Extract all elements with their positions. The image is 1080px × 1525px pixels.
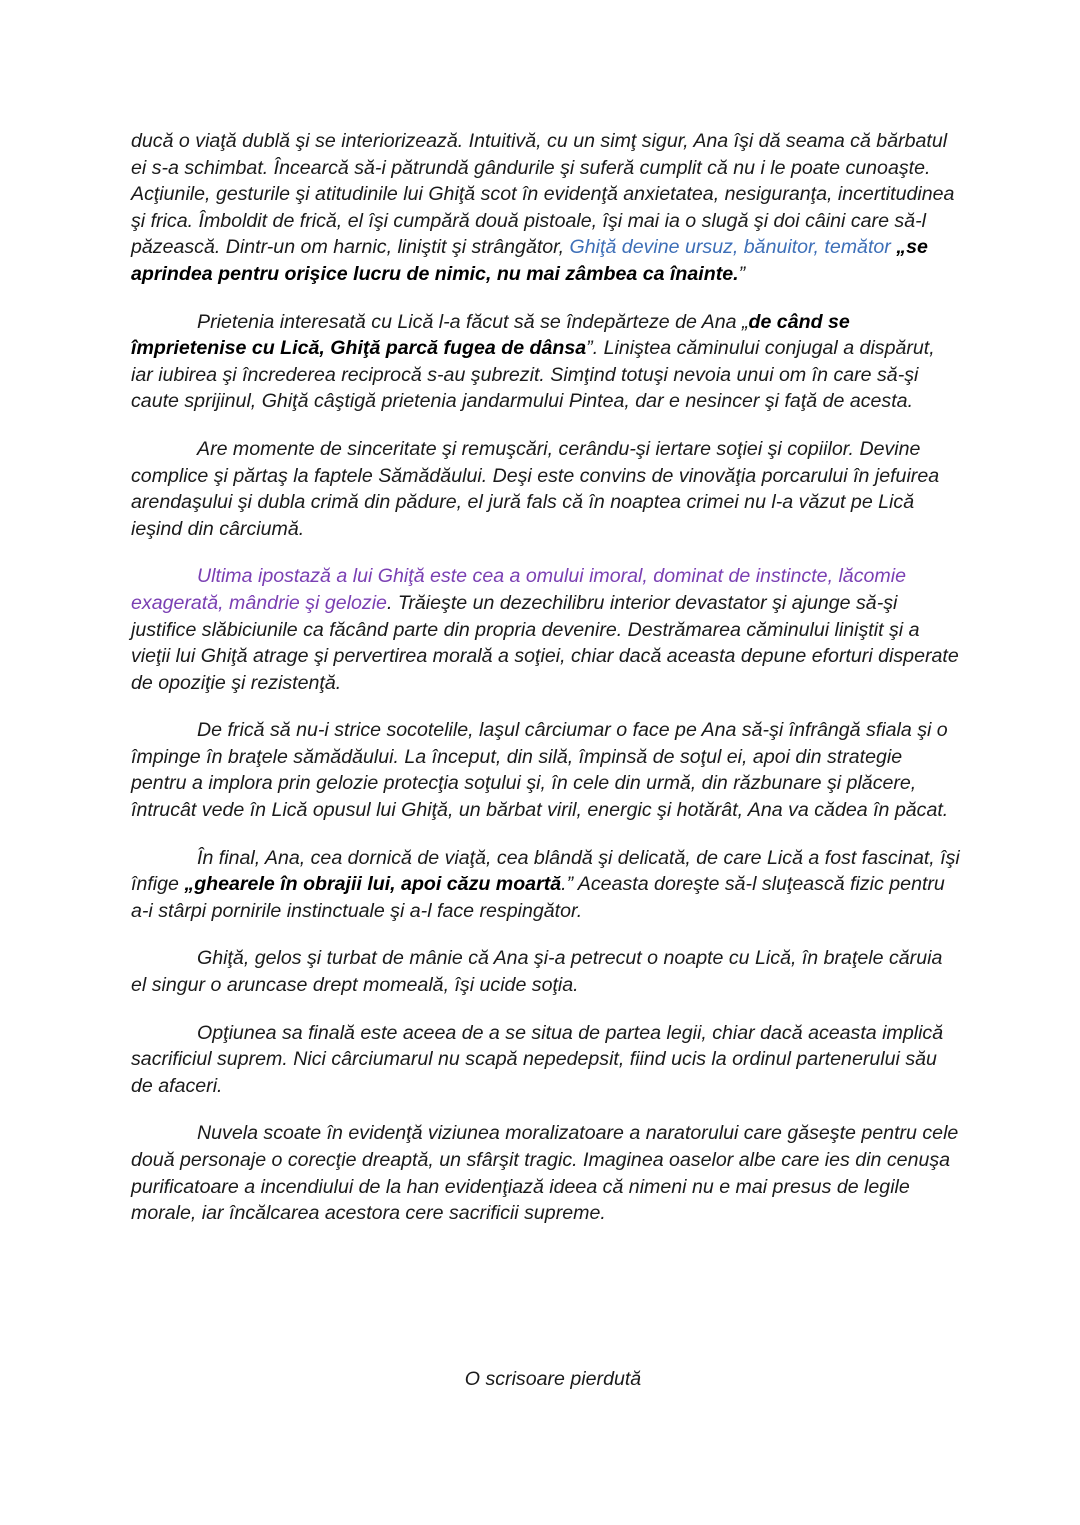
paragraph bbox=[131, 1020, 961, 1100]
text-span: .” Aceasta doreşte să-l sluţească fizic pentru a-i stârpi pornirile instinctuale şi a-l face respingător. bbox=[131, 873, 945, 922]
text-span: De frică să nu-i strice socotelile, laşul cârciumar o face pe Ana să-şi înfrângă sfiala şi o împinge în braţele sămădăului. La început, din silă, împinsă de soţul ei, apoi din strategie pentru a implora prin gelozie protecţia soţului şi, în cele din urmă, din răzbunare şi plăcere, întrucât vede în Lică opusul lui Ghiţă, un bărbat viril, energic şi hotărât, Ana va cădea în păcat. bbox=[131, 719, 949, 822]
text-span: ducă o viaţă dublă şi se interiorizează. Intuitivă, cu un simţ sigur, Ana îşi dă seama că bărbatul ei s-a schimbat. Încearcă să-i pătrundă gândurile şi suferă cumplit că nu i le poate cunoaşte. Acţiunile, gesturile şi atitudinile lui Ghiţă scot în evidenţă anxietatea, nesiguranţa, incertitudinea şi frica. Îmboldit de frică, el îşi cumpără două pistoale, îşi mai ia o slugă şi doi câini care să-l păzească. Dintr-un om harnic, liniştit şi strângător, bbox=[131, 130, 955, 259]
text-span: . Trăieşte un dezechilibru interior devastator şi ajunge să-şi justifice slăbiciunile ca făcând parte din propria devenire. Destrămarea căminului liniştit şi a vieţii lui Ghiţă atrage şi pervertirea morală a soţiei, chiar dacă aceasta depune eforturi disperate de opoziţie şi rezistenţă. bbox=[131, 591, 959, 694]
paragraph bbox=[131, 845, 961, 925]
text-span: ”. Liniştea căminului conjugal a dispărut, iar iubirea şi încrederea reciprocă s-au şubrezit. Simţind totuşi nevoia unui om în care să-şi caute sprijinul, Ghiţă câştigă prietenia jandarmului Pintea, dar e nesincer şi faţă de acesta. bbox=[131, 337, 935, 413]
quote-text-span: „se aprindea pentru orişice lucru de nimic, nu mai zâmbea ca înainte. bbox=[131, 236, 928, 285]
highlighted-text-span: Ultima ipostază a lui Ghiţă este cea a omului imoral, dominat de instincte, lăcomie exagerată, mândrie şi gelozie bbox=[131, 565, 906, 614]
highlighted-text-span: Ghiţă devine ursuz, bănuitor, temător bbox=[569, 236, 897, 259]
paragraph bbox=[131, 563, 961, 696]
paragraph bbox=[131, 309, 961, 415]
section-title: O scrisoare pierdută bbox=[464, 1368, 642, 1390]
paragraph bbox=[131, 436, 961, 542]
text-span: ” bbox=[738, 262, 746, 285]
quote-text-span: „ghearele în obrajii lui, apoi căzu moartă bbox=[184, 873, 562, 896]
paragraph bbox=[131, 1120, 961, 1226]
paragraph bbox=[131, 945, 961, 998]
quote-text-span: de când se împrietenise cu Lică, Ghiţă parcă fugea de dânsa bbox=[131, 310, 850, 360]
text-span: Are momente de sinceritate şi remuşcări, cerându-şi iertare soţiei şi copiilor. Devine complice şi părtaş la faptele Sămădăului. Deşi este convins de vinovăţia porcarului în jefuirea arendaşului şi dubla crimă din pădure, el jură fals că în noaptea crimei nu l-a văzut pe Lică ieşind din cârciumă. bbox=[131, 437, 940, 540]
text-span: Prietenia interesată cu Lică l-a făcut să se îndepărteze de Ana „ bbox=[197, 310, 749, 333]
paragraph bbox=[131, 128, 961, 288]
text-span: În final, Ana, cea dornică de viaţă, cea blândă şi delicată, de care Lică a fost fascinat, îşi înfige bbox=[131, 846, 960, 896]
text-span: Nuvela scoate în evidenţă viziunea moralizatoare a naratorului care găseşte pentru cele două personaje o corecţie dreaptă, un sfârşit tragic. Imaginea oaselor albe care ies din cenuşa purificatoare a incendiului de la han evidenţiază ideea că nimeni nu e mai presus de legile morale, iar încălcarea acestora cere sacrificii supreme. bbox=[131, 1122, 959, 1225]
text-span: Opţiunea sa finală este aceea de a se situa de partea legii, chiar dacă aceasta implică sacrificiul suprem. Nici cârciumarul nu scapă nepedepsit, fiind ucis la ordinul partenerului său de afaceri. bbox=[131, 1021, 944, 1097]
paragraph bbox=[131, 717, 961, 823]
text-span: Ghiţă, gelos şi turbat de mânie că Ana şi-a petrecut o noapte cu Lică, în braţele căruia el singur o aruncase drept momeală, îşi ucide soţia. bbox=[131, 947, 943, 997]
document-body bbox=[131, 128, 961, 1248]
